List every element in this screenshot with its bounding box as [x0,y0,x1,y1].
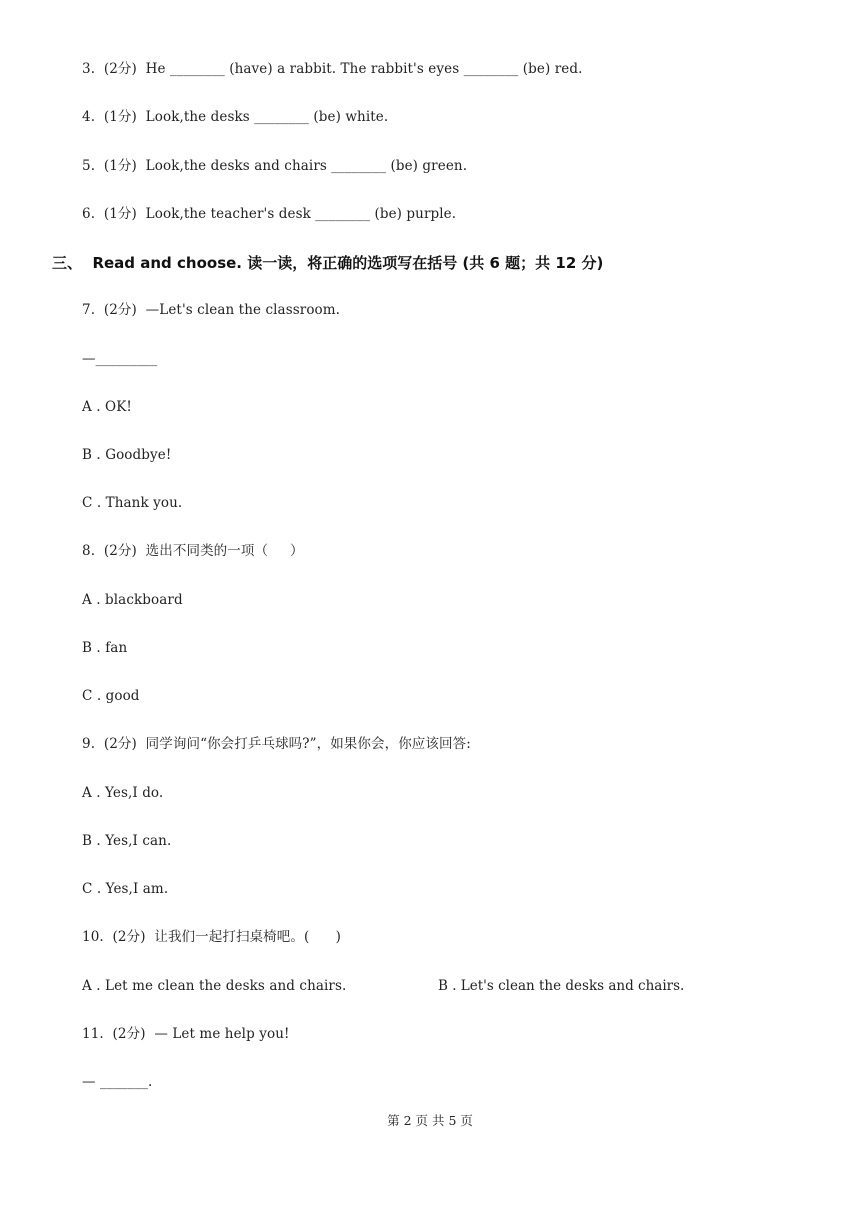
question-9-stem: 9. (2分) 同学询问“你会打乒乓球吗?”，如果你会，你应该回答: [82,736,471,752]
question-8-option-a: A . blackboard [82,592,183,608]
question-6: 6. (1分) Look,the teacher's desk ________ (be) purple. [82,206,457,222]
question-9-option-b: B . Yes,I can. [82,833,172,849]
question-9-option-c: C . Yes,I am. [82,881,169,897]
page-footer: 第 2 页 共 5 页 [387,1113,473,1128]
question-7-answer-line: —_________ [82,351,158,367]
question-10-option-b: B . Let's clean the desks and chairs. [438,978,685,994]
question-8-option-b: B . fan [82,640,128,656]
question-10-stem: 10. (2分) 让我们一起打扫桌椅吧。( ) [82,929,342,945]
question-7-option-b: B . Goodbye! [82,447,172,463]
question-4: 4. (1分) Look,the desks ________ (be) white. [82,109,389,125]
question-7-option-a: A . OK! [82,399,132,415]
section-3-heading: 三、 Read and choose. 读一读，将正确的选项写在括号 (共 6 题；共 12 分) [52,254,604,272]
question-7-stem: 7. (2分) —Let's clean the classroom. [82,302,341,318]
question-8-stem: 8. (2分) 选出不同类的一项（ ） [82,543,304,559]
question-11-stem: 11. (2分) — Let me help you! [82,1026,290,1042]
question-3: 3. (2分) He ________ (have) a rabbit. The rabbit's eyes ________ (be) red. [82,61,583,77]
question-11-answer-line: — _______. [82,1074,153,1090]
question-8-option-c: C . good [82,688,140,704]
question-9-option-a: A . Yes,I do. [82,785,164,801]
question-5: 5. (1分) Look,the desks and chairs ________ (be) green. [82,158,468,174]
question-7-option-c: C . Thank you. [82,495,183,511]
question-10-option-a: A . Let me clean the desks and chairs. [82,978,347,994]
